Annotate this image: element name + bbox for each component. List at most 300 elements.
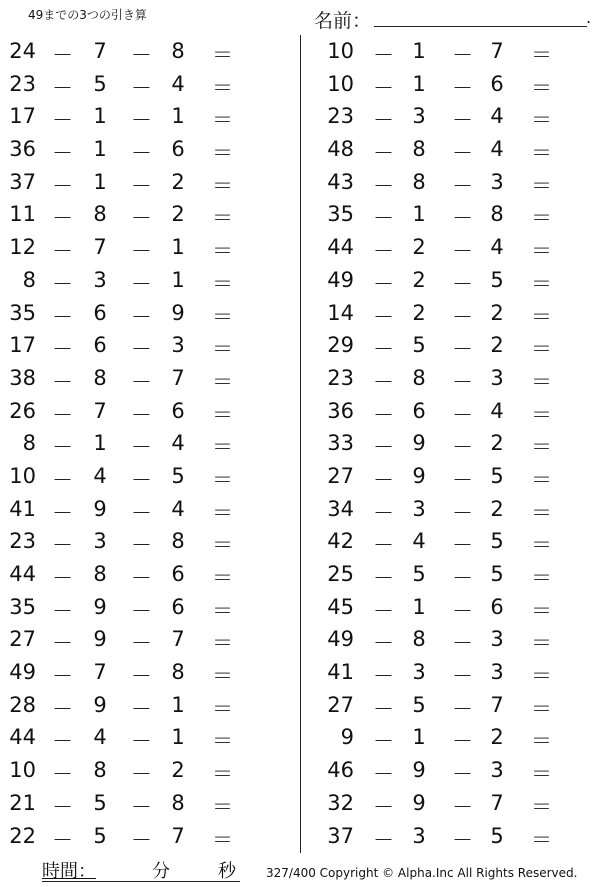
subtrahend-2: 6 [171,562,185,586]
equals-sign: ＝ [212,304,233,329]
subtrahend-2: 3 [490,169,504,194]
minus-sign: － [452,794,473,819]
equals-sign: ＝ [212,467,233,492]
subtrahend-2: 4 [490,398,504,423]
subtrahend-2: 8 [171,660,185,685]
subtrahend-2: 3 [490,365,504,390]
equals-sign: ＝ [531,304,552,329]
equals-sign: ＝ [212,794,233,819]
equals-sign: ＝ [212,566,233,590]
minus-sign: － [373,664,394,689]
subtrahend-1: 2 [412,235,426,260]
equals-sign: ＝ [531,43,552,67]
minuend: 42 [327,529,354,554]
minus-sign: － [52,696,73,721]
minus-sign: － [452,566,473,590]
subtrahend-2: 2 [490,431,504,456]
minus-sign: － [52,108,73,133]
subtrahend-2: 6 [171,137,185,162]
minus-sign: － [52,762,73,787]
equals-sign: ＝ [531,206,552,231]
minus-sign: － [52,435,73,460]
subtrahend-1: 8 [412,169,426,194]
equals-sign: ＝ [531,467,552,492]
minuend: 27 [9,627,36,652]
minus-sign: － [131,729,152,754]
subtrahend-2: 7 [171,627,185,652]
equals-sign: ＝ [212,664,233,689]
equals-sign: ＝ [531,271,552,296]
minus-sign: － [373,827,394,852]
time-record [42,857,242,883]
subtrahend-1: 3 [412,104,426,129]
minus-sign: － [52,369,73,394]
subtrahend-1: 5 [412,333,426,358]
minus-sign: － [373,435,394,460]
subtrahend-2: 1 [171,267,185,292]
time-underline [42,881,240,882]
equals-sign: ＝ [212,271,233,296]
minus-sign: － [373,369,394,394]
subtrahend-2: 4 [171,71,185,96]
subtrahend-2: 4 [490,235,504,260]
subtrahend-1: 1 [412,39,426,63]
subtrahend-1: 7 [93,235,107,260]
minus-sign: － [452,206,473,231]
minuend: 25 [327,562,354,586]
minus-sign: － [52,206,73,231]
equals-sign: ＝ [212,402,233,427]
subtrahend-2: 5 [490,529,504,554]
minus-sign: － [452,664,473,689]
minuend: 27 [327,692,354,717]
subtrahend-2: 3 [490,627,504,652]
minus-sign: － [131,108,152,133]
subtrahend-2: 3 [171,333,185,358]
minus-sign: － [131,75,152,100]
minuend: 22 [9,823,36,848]
minuend: 32 [327,790,354,815]
minuend: 44 [327,235,354,260]
minuend: 10 [327,71,354,96]
subtrahend-2: 7 [171,365,185,390]
subtrahend-1: 8 [93,202,107,227]
subtrahend-1: 2 [412,300,426,325]
minus-sign: － [373,43,394,67]
equals-sign: ＝ [531,239,552,264]
subtrahend-1: 5 [93,790,107,815]
minuend: 45 [327,594,354,619]
minuend: 12 [9,235,36,260]
subtrahend-1: 3 [412,823,426,848]
minus-sign: － [452,402,473,427]
subtrahend-2: 1 [171,725,185,750]
minus-sign: － [452,729,473,754]
minus-sign: － [373,566,394,590]
subtrahend-1: 3 [93,267,107,292]
minus-sign: － [52,827,73,852]
minus-sign: － [131,173,152,198]
subtrahend-2: 2 [490,300,504,325]
subtrahend-1: 1 [93,137,107,162]
minus-sign: － [131,304,152,329]
minuend: 27 [327,463,354,488]
subtrahend-2: 1 [171,104,185,129]
minuend: 17 [9,333,36,358]
minus-sign: － [373,141,394,166]
equals-sign: ＝ [531,762,552,787]
minus-sign: － [131,467,152,492]
minuend: 10 [9,758,36,783]
minuend: 37 [9,169,36,194]
minus-sign: － [452,43,473,67]
minuend: 36 [327,398,354,423]
minus-sign: － [131,43,152,67]
subtrahend-1: 7 [93,39,107,63]
minuend: 35 [327,202,354,227]
minus-sign: － [131,664,152,689]
subtrahend-2: 1 [171,235,185,260]
minuend: 44 [9,725,36,750]
equals-sign: ＝ [212,206,233,231]
subtrahend-2: 5 [490,823,504,848]
minus-sign: － [52,141,73,166]
subtrahend-1: 4 [412,529,426,554]
minus-sign: － [452,827,473,852]
minus-sign: － [131,566,152,590]
minus-sign: － [131,631,152,656]
minuend: 38 [9,365,36,390]
subtrahend-1: 5 [93,71,107,96]
minus-sign: － [452,369,473,394]
minus-sign: － [452,141,473,166]
equals-sign: ＝ [212,337,233,362]
subtrahend-2: 6 [490,71,504,96]
subtrahend-2: 7 [171,823,185,848]
minus-sign: － [373,304,394,329]
minus-sign: － [131,794,152,819]
minus-sign: － [131,598,152,623]
equals-sign: ＝ [531,827,552,852]
minuend: 17 [9,104,36,129]
subtrahend-2: 2 [490,333,504,358]
subtrahend-2: 6 [171,594,185,619]
equals-sign: ＝ [531,435,552,460]
subtrahend-1: 9 [93,594,107,619]
subtrahend-2: 2 [490,496,504,521]
subtrahend-2: 6 [490,594,504,619]
equals-sign: ＝ [531,500,552,525]
minuend: 23 [327,365,354,390]
minus-sign: － [52,337,73,362]
minus-sign: － [52,43,73,67]
equals-sign: ＝ [212,43,233,67]
worksheet-title: 49までの3つの引き算 [28,8,147,22]
seconds-label: 秒 [218,861,236,882]
subtrahend-1: 8 [412,137,426,162]
minus-sign: － [373,271,394,296]
minus-sign: － [131,696,152,721]
subtrahend-2: 5 [490,267,504,292]
minus-sign: － [452,631,473,656]
minus-sign: － [52,173,73,198]
subtrahend-2: 5 [490,463,504,488]
subtrahend-2: 8 [171,790,185,815]
subtrahend-1: 9 [93,627,107,652]
subtrahend-1: 8 [93,562,107,586]
subtrahend-1: 8 [412,627,426,652]
subtrahend-2: 2 [490,725,504,750]
equals-sign: ＝ [531,402,552,427]
minuend: 43 [327,169,354,194]
subtrahend-2: 5 [490,562,504,586]
subtrahend-2: 2 [171,202,185,227]
minus-sign: － [373,631,394,656]
minus-sign: － [131,435,152,460]
subtrahend-1: 7 [93,660,107,685]
subtrahend-1: 4 [93,725,107,750]
minuend: 23 [327,104,354,129]
subtrahend-2: 7 [490,692,504,717]
minus-sign: － [52,271,73,296]
minus-sign: － [373,598,394,623]
equals-sign: ＝ [212,141,233,166]
minus-sign: － [373,239,394,264]
minuend: 21 [9,790,36,815]
equals-sign: ＝ [212,533,233,558]
name-field [314,6,592,32]
minus-sign: － [52,598,73,623]
minuend: 11 [9,202,36,227]
minus-sign: － [131,500,152,525]
minus-sign: － [452,239,473,264]
subtrahend-2: 1 [171,692,185,717]
equals-sign: ＝ [531,369,552,394]
minuend: 9 [340,725,354,750]
minus-sign: － [52,794,73,819]
equals-sign: ＝ [531,75,552,100]
equals-sign: ＝ [531,598,552,623]
subtrahend-1: 5 [412,692,426,717]
minuend: 24 [9,39,36,63]
minus-sign: － [373,500,394,525]
minus-sign: － [131,762,152,787]
subtrahend-2: 8 [171,39,185,63]
subtrahend-2: 9 [171,300,185,325]
minus-sign: － [373,467,394,492]
minus-sign: － [131,533,152,558]
minus-sign: － [373,337,394,362]
minus-sign: － [452,173,473,198]
minus-sign: － [373,108,394,133]
minuend: 46 [327,758,354,783]
equals-sign: ＝ [531,108,552,133]
subtrahend-1: 1 [412,725,426,750]
minus-sign: － [373,75,394,100]
subtrahend-1: 4 [93,463,107,488]
minus-sign: － [52,402,73,427]
subtrahend-1: 1 [412,594,426,619]
minus-sign: － [131,369,152,394]
minuend: 23 [9,71,36,96]
minus-sign: － [373,696,394,721]
minus-sign: － [452,271,473,296]
subtrahend-2: 4 [490,137,504,162]
subtrahend-2: 4 [171,431,185,456]
minus-sign: － [452,467,473,492]
subtrahend-1: 1 [412,71,426,96]
equals-sign: ＝ [531,794,552,819]
minutes-label: 分 [152,861,170,882]
minus-sign: － [373,729,394,754]
minuend: 35 [9,300,36,325]
minuend: 41 [9,496,36,521]
minuend: 8 [22,267,36,292]
minus-sign: － [452,435,473,460]
subtrahend-2: 4 [171,496,185,521]
subtrahend-2: 7 [490,790,504,815]
minus-sign: － [52,533,73,558]
minus-sign: － [131,239,152,264]
minuend: 49 [327,267,354,292]
minus-sign: － [452,696,473,721]
equals-sign: ＝ [531,729,552,754]
equals-sign: ＝ [531,664,552,689]
subtrahend-1: 1 [93,431,107,456]
minuend: 33 [327,431,354,456]
minuend: 29 [327,333,354,358]
minuend: 8 [22,431,36,456]
subtrahend-1: 7 [93,398,107,423]
equals-sign: ＝ [212,729,233,754]
equals-sign: ＝ [212,75,233,100]
minus-sign: － [452,337,473,362]
subtrahend-2: 2 [171,758,185,783]
subtrahend-2: 2 [171,169,185,194]
minus-sign: － [52,664,73,689]
equals-sign: ＝ [212,369,233,394]
subtrahend-2: 3 [490,758,504,783]
subtrahend-1: 2 [412,267,426,292]
minus-sign: － [373,762,394,787]
subtrahend-1: 9 [412,758,426,783]
minus-sign: － [131,271,152,296]
subtrahend-1: 9 [412,790,426,815]
name-underline [374,26,587,27]
minus-sign: － [52,631,73,656]
subtrahend-1: 6 [93,333,107,358]
minus-sign: － [452,500,473,525]
minus-sign: － [131,141,152,166]
subtrahend-1: 1 [412,202,426,227]
minus-sign: － [452,75,473,100]
equals-sign: ＝ [212,762,233,787]
minus-sign: － [373,794,394,819]
minus-sign: － [373,173,394,198]
minus-sign: － [373,533,394,558]
minuend: 28 [9,692,36,717]
subtrahend-2: 5 [171,463,185,488]
subtrahend-1: 3 [412,660,426,685]
equals-sign: ＝ [531,566,552,590]
minus-sign: － [52,467,73,492]
subtrahend-1: 6 [412,398,426,423]
subtrahend-2: 4 [490,104,504,129]
subtrahend-2: 8 [490,202,504,227]
name-label: 名前： [314,10,372,32]
minuend: 10 [327,39,354,63]
minus-sign: － [452,533,473,558]
minus-sign: － [452,108,473,133]
subtrahend-1: 1 [93,169,107,194]
equals-sign: ＝ [212,598,233,623]
minus-sign: － [373,402,394,427]
equals-sign: ＝ [212,173,233,198]
equals-sign: ＝ [212,827,233,852]
minus-sign: － [52,239,73,264]
column-divider [300,35,301,853]
minuend: 48 [327,137,354,162]
minus-sign: － [373,206,394,231]
equals-sign: ＝ [531,173,552,198]
subtrahend-2: 7 [490,39,504,63]
subtrahend-1: 9 [93,496,107,521]
minuend: 26 [9,398,36,423]
equals-sign: ＝ [531,141,552,166]
minus-sign: － [52,304,73,329]
minus-sign: － [52,566,73,590]
subtrahend-1: 5 [93,823,107,848]
minuend: 44 [9,562,36,586]
minus-sign: － [131,337,152,362]
minus-sign: － [131,206,152,231]
minus-sign: － [52,729,73,754]
minuend: 34 [327,496,354,521]
minus-sign: － [131,402,152,427]
subtrahend-1: 9 [412,463,426,488]
equals-sign: ＝ [531,337,552,362]
minus-sign: － [52,75,73,100]
name-dot: . [586,8,592,27]
equals-sign: ＝ [212,108,233,133]
equals-sign: ＝ [212,435,233,460]
subtrahend-1: 8 [93,365,107,390]
minuend: 49 [327,627,354,652]
minus-sign: － [52,500,73,525]
equals-sign: ＝ [531,696,552,721]
subtrahend-1: 9 [412,431,426,456]
minus-sign: － [452,304,473,329]
subtrahend-1: 1 [93,104,107,129]
subtrahend-1: 3 [93,529,107,554]
subtrahend-1: 5 [412,562,426,586]
time-label: 時間： [42,861,96,882]
subtrahend-1: 3 [412,496,426,521]
equals-sign: ＝ [212,631,233,656]
equals-sign: ＝ [531,631,552,656]
minuend: 23 [9,529,36,554]
equals-sign: ＝ [212,696,233,721]
equals-sign: ＝ [212,239,233,264]
minuend: 41 [327,660,354,685]
subtrahend-1: 6 [93,300,107,325]
minuend: 10 [9,463,36,488]
subtrahend-1: 8 [93,758,107,783]
minuend: 37 [327,823,354,848]
subtrahend-1: 9 [93,692,107,717]
subtrahend-2: 8 [171,529,185,554]
subtrahend-1: 8 [412,365,426,390]
